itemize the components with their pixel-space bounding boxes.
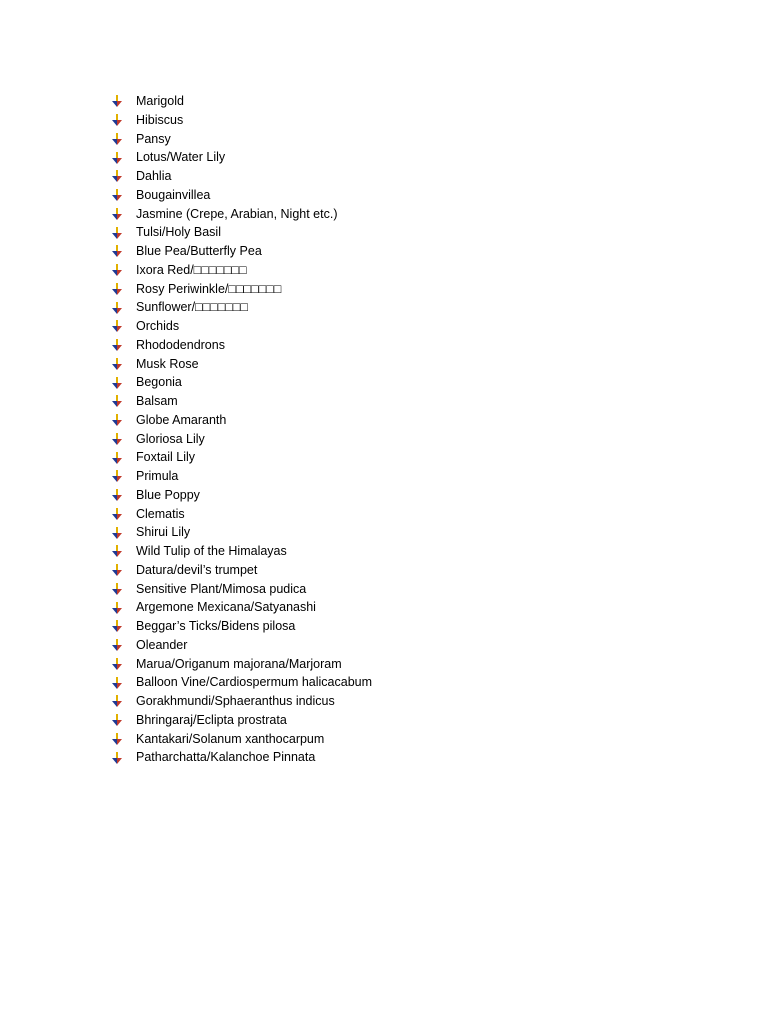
list-item-text: Dahlia [136, 169, 172, 183]
list-item-text: Sensitive Plant/Mimosa pudica [136, 581, 307, 596]
list-item [110, 148, 372, 167]
list-item [110, 111, 372, 130]
list-item-text: Musk Rose [136, 356, 199, 371]
list-item-text: Bhringaraj/Eclipta prostrata [136, 712, 287, 727]
list-item-text: Rosy Periwinkle/□□□□□□□ [136, 281, 282, 296]
list-item-text: Datura/devil’s trumpet [136, 562, 258, 577]
arrow-down-bullet-icon [110, 751, 124, 765]
list-item-text: Gloriosa Lily [136, 431, 205, 446]
list-item [110, 392, 372, 411]
arrow-down-bullet-icon [110, 488, 124, 502]
list-item [110, 242, 372, 261]
list-item [110, 523, 372, 542]
arrow-down-bullet-icon [110, 188, 124, 202]
arrow-down-bullet-icon [110, 676, 124, 690]
list-item [110, 373, 372, 392]
list-item [110, 692, 372, 711]
list-item [110, 542, 372, 561]
list-item [110, 748, 372, 767]
list-item-text: Gorakhmundi/Sphaeranthus indicus [136, 694, 335, 708]
list-item-text: Balsam [136, 394, 178, 408]
arrow-down-bullet-icon [110, 451, 124, 465]
list-item-text: Clematis [136, 506, 185, 521]
list-item [110, 223, 372, 242]
arrow-down-bullet-icon [110, 169, 124, 183]
list-item [110, 186, 372, 205]
arrow-down-bullet-icon [110, 469, 124, 483]
list-item-text: Pansy [136, 131, 171, 146]
list-item-text: Begonia [136, 375, 182, 390]
arrow-down-bullet-icon [110, 432, 124, 446]
list-item-text: Balloon Vine/Cardiospermum halicacabum [136, 675, 373, 690]
arrow-down-bullet-icon [110, 544, 124, 558]
arrow-down-bullet-icon [110, 507, 124, 521]
arrow-down-bullet-icon [110, 657, 124, 671]
arrow-down-bullet-icon [110, 151, 124, 165]
list-item [110, 561, 372, 580]
arrow-down-bullet-icon [110, 132, 124, 146]
arrow-down-bullet-icon [110, 694, 124, 708]
list-item [110, 580, 372, 599]
list-item-text: Bougainvillea [136, 187, 211, 202]
list-item [110, 336, 372, 355]
arrow-down-bullet-icon [110, 376, 124, 390]
list-item-text: Marigold [136, 94, 184, 108]
arrow-down-bullet-icon [110, 113, 124, 127]
list-item-text: Blue Pea/Butterfly Pea [136, 244, 262, 258]
list-item-text: Foxtail Lily [136, 450, 196, 465]
list-item-text: Wild Tulip of the Himalayas [136, 544, 287, 558]
list-item [110, 205, 372, 224]
list-item-text: Ixora Red/□□□□□□□ [136, 262, 247, 277]
arrow-down-bullet-icon [110, 244, 124, 258]
list-item [110, 317, 372, 336]
list-item-text: Kantakari/Solanum xanthocarpum [136, 731, 325, 746]
list-item [110, 280, 372, 299]
list-item [110, 486, 372, 505]
arrow-down-bullet-icon [110, 207, 124, 221]
arrow-down-bullet-icon [110, 338, 124, 352]
list-item-text: Oleander [136, 637, 188, 652]
arrow-down-bullet-icon [110, 601, 124, 615]
list-item [110, 730, 372, 749]
list-item-text: Hibiscus [136, 112, 184, 127]
arrow-down-bullet-icon [110, 226, 124, 240]
list-item [110, 298, 372, 317]
arrow-down-bullet-icon [110, 263, 124, 277]
arrow-down-bullet-icon [110, 619, 124, 633]
list-item [110, 467, 372, 486]
list-item-text: Marua/Origanum majorana/Marjoram [136, 656, 342, 671]
list-item-text: Rhododendrons [136, 337, 225, 352]
list-item-text: Patharchatta/Kalanchoe Pinnata [136, 750, 316, 765]
arrow-down-bullet-icon [110, 282, 124, 296]
list-item-text: Argemone Mexicana/Satyanashi [136, 600, 316, 615]
arrow-down-bullet-icon [110, 319, 124, 333]
list-item-text: Shirui Lily [136, 525, 191, 540]
list-item [110, 673, 372, 692]
arrow-down-bullet-icon [110, 94, 124, 108]
list-item [110, 617, 372, 636]
arrow-down-bullet-icon [110, 357, 124, 371]
arrow-down-bullet-icon [110, 582, 124, 596]
list-item-text: Globe Amaranth [136, 412, 227, 427]
list-item [110, 505, 372, 524]
list-item-text: Primula [136, 469, 179, 483]
list-item [110, 261, 372, 280]
list-item-text: Orchids [136, 319, 180, 333]
arrow-down-bullet-icon [110, 394, 124, 408]
list-item-text: Sunflower/□□□□□□□ [136, 300, 248, 315]
list-item [110, 92, 372, 111]
list-item [110, 130, 372, 149]
list-item-text: Jasmine (Crepe, Arabian, Night etc.) [136, 206, 338, 221]
list-item [110, 355, 372, 374]
list-item-text: Tulsi/Holy Basil [136, 225, 221, 240]
list-item [110, 598, 372, 617]
arrow-down-bullet-icon [110, 732, 124, 746]
arrow-down-bullet-icon [110, 301, 124, 315]
list-item-text: Blue Poppy [136, 487, 200, 502]
list-item [110, 636, 372, 655]
arrow-down-bullet-icon [110, 638, 124, 652]
arrow-down-bullet-icon [110, 413, 124, 427]
list-item [110, 711, 372, 730]
list-item [110, 411, 372, 430]
arrow-down-bullet-icon [110, 713, 124, 727]
list-item-text: Lotus/Water Lily [136, 150, 226, 165]
list-item [110, 167, 372, 186]
list-item [110, 655, 372, 674]
flower-list [110, 92, 372, 767]
arrow-down-bullet-icon [110, 563, 124, 577]
list-item-text: Beggar’s Ticks/Bidens pilosa [136, 619, 296, 633]
arrow-down-bullet-icon [110, 526, 124, 540]
list-item [110, 448, 372, 467]
list-item [110, 430, 372, 449]
